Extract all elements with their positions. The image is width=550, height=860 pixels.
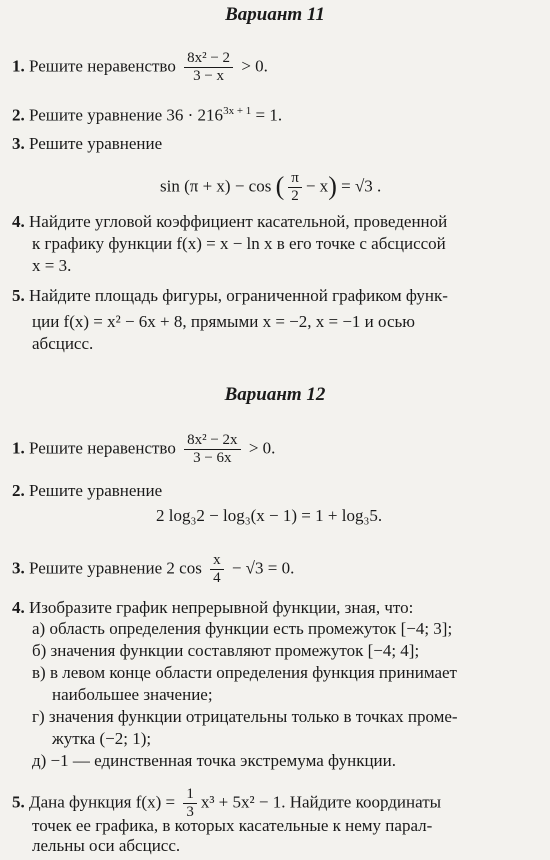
v12-p4-item-b: б) значения функции составляют промежуток [−4; 4]; — [32, 641, 420, 660]
v11-problem-1: 1. Решите неравенство $\frac{\text{8x² − 2}}{3 - x}$ > 0. — [12, 50, 268, 84]
v12-p4-item-d-cont: жутка (−2; 1); — [52, 729, 152, 748]
v12-problem-5: 5. Дана функция f(x) = $\frac{1}{3}$ x³ + 5x² − 1. Найдите координаты — [12, 786, 442, 820]
v12-problem-1: 1. Решите неравенство $\frac{\text{8x² − 2x}}{3 - 6x}$ > 0. — [12, 432, 276, 466]
v11-p1-fraction: $\frac{\text{8x² − 2}}{3 - x}$ — [184, 50, 233, 85]
v11-problem-4: 4. Найдите угловой коэффициент касательной, проведенной — [12, 212, 448, 231]
variant-12-title: Вариант 12 — [224, 384, 326, 405]
v12-p5-fraction: $\frac{1}{3}$ — [183, 786, 197, 821]
v11-p4-line2: к графику функции f(x) = x − ln x в его точке с абсциссой — [32, 234, 446, 253]
v12-problem-2: 2. Решите уравнение — [12, 481, 163, 500]
v12-p2-formula: 2 log₃2 − log₃(x − 1) = 1 + log₃5. — [156, 506, 383, 525]
v12-p5-line2: точек ее графика, в которых касательные к нему парал- — [32, 816, 433, 835]
v11-p5-line2: ции f(x) = x² − 6x + 8, прямыми x = −2, x = −1 и осью — [32, 312, 415, 331]
v12-p3-fraction: $\frac{x}{4}$ — [210, 552, 224, 587]
v12-p4-item-a: а) область определения функции есть промежуток [−4; 3]; — [32, 619, 453, 638]
v12-p4-item-c-cont: наибольшее значение; — [52, 685, 213, 704]
v11-p4-line3: x = 3. — [32, 256, 72, 275]
v12-p5-line3: лельны оси абсцисс. — [32, 836, 181, 855]
v11-problem-3: 3. Решите уравнение — [12, 134, 163, 153]
v12-problem-3: 3. Решите уравнение 2 cos $\frac{x}{4}$ − √3 = 0. — [12, 552, 295, 586]
v11-p5-line3: абсцисс. — [32, 334, 94, 353]
v11-problem-2: 2. Решите уравнение $36 \cdot 216^{3x + 1} = 1$. — [12, 105, 283, 125]
v12-p1-fraction: $\frac{\text{8x² − 2x}}{3 - 6x}$ — [184, 432, 240, 467]
v12-p4-item-e: д) −1 — единственная точка экстремума функции. — [32, 751, 397, 770]
v12-problem-4: 4. Изобразите график непрерывной функции, зная, что: — [12, 598, 414, 617]
v12-p4-item-c: в) в левом конце области определения функция принимает — [32, 663, 457, 682]
v12-p4-item-d: г) значения функции отрицательны только в точках проме- — [32, 707, 458, 726]
v11-problem-5: 5. Найдите площадь фигуры, ограниченной графиком функ- — [12, 286, 448, 305]
variant-11-title: Вариант 11 — [225, 4, 325, 25]
v11-p3-formula: sin (π + x) − cos ( $\frac{\pi}{2}$ − x) = √3 . — [160, 170, 382, 204]
